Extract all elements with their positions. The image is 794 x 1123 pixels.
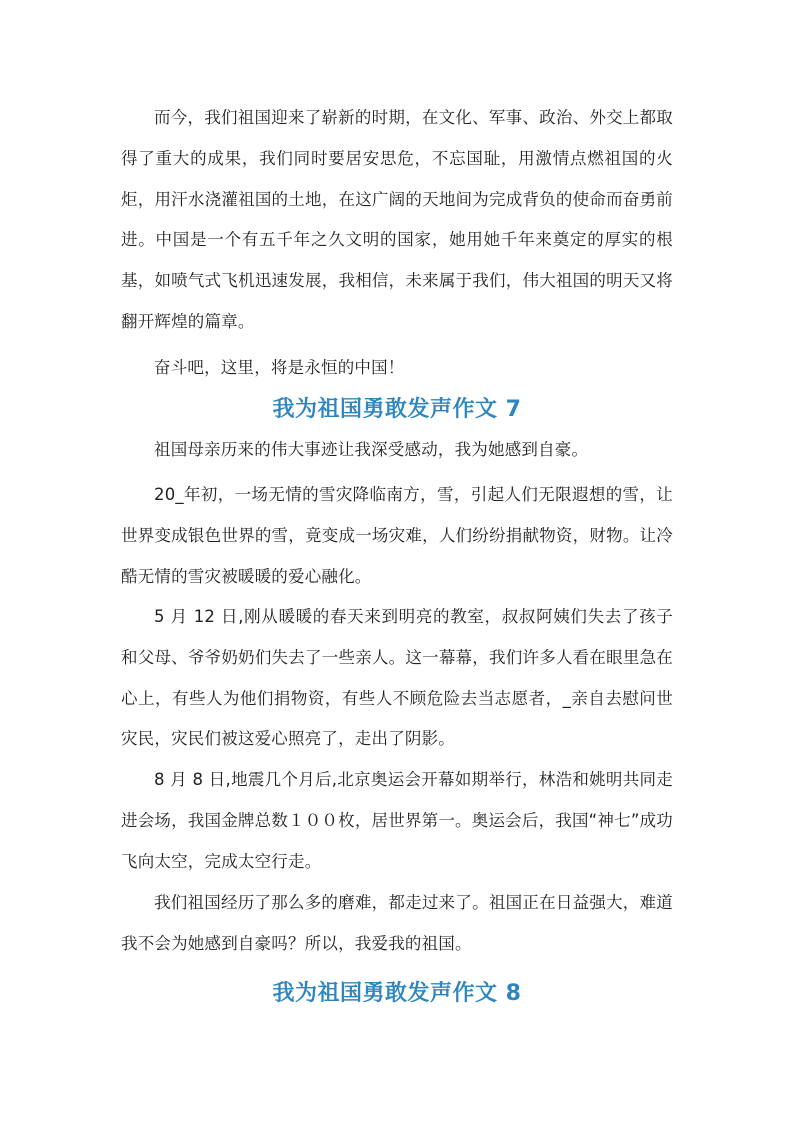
essay-7-paragraph-2: 20_年初，一场无情的雪灾降临南方，雪，引起人们无限遐想的雪，让世界变成银色世界的雪，竟变成一场灾难，人们纷纷捐献物资，财物。让冷酷无情的雪灾被暖暖的爱心融化。 — [121, 485, 673, 586]
essay-7-paragraph-3: 5 月 12 日,刚从暖暖的春天来到明亮的教室，叔叔阿姨们失去了孩子和父母、爷爷奶奶们失去了一些亲人。这一幕幕，我们许多人看在眼里急在心上，有些人为他们捐物资，有些人不顾危险去当志愿者，_亲自去慰问世灾民，灾民们被这爱心照亮了，走出了阴影。 — [121, 607, 673, 749]
paragraph-strive: 奋斗吧，这里，将是永恒的中国！ — [154, 358, 405, 377]
essay-7-title: 我为祖国勇敢发声作文 7 — [272, 397, 522, 422]
essay-7-paragraph-4: 8 月 8 日,地震几个月后,北京奥运会开幕如期举行，林浩和姚明共同走进会场，我国金牌总数１００枚，居世界第一。奥运会后，我国“神七”成功飞向太空，完成太空行走。 — [121, 770, 673, 871]
essay-7-paragraph-5: 我们祖国经历了那么多的磨难，都走过来了。祖国正在日益强大，难道我不会为她感到自豪吗？所以，我爱我的祖国。 — [121, 893, 673, 953]
paragraph-nowadays: 而今，我们祖国迎来了崭新的时期，在文化、军事、政治、外交上都取得了重大的成果，我们同时要居安思危，不忘国耻，用激情点燃祖国的火炬，用汗水浇灌祖国的土地，在这广阔的天地间为完成背负的使命而奋勇前进。中国是一个有五千年之久文明的国家，她用她千年来奠定的厚实的根基，如喷气式飞机迅速发展，我相信，未来属于我们，伟大祖国的明天又将翻开辉煌的篇章。 — [121, 108, 673, 331]
essay-7-paragraph-1: 祖国母亲历来的伟大事迹让我深受感动，我为她感到自豪。 — [154, 440, 589, 459]
essay-8-title: 我为祖国勇敢发声作文 8 — [272, 981, 522, 1006]
